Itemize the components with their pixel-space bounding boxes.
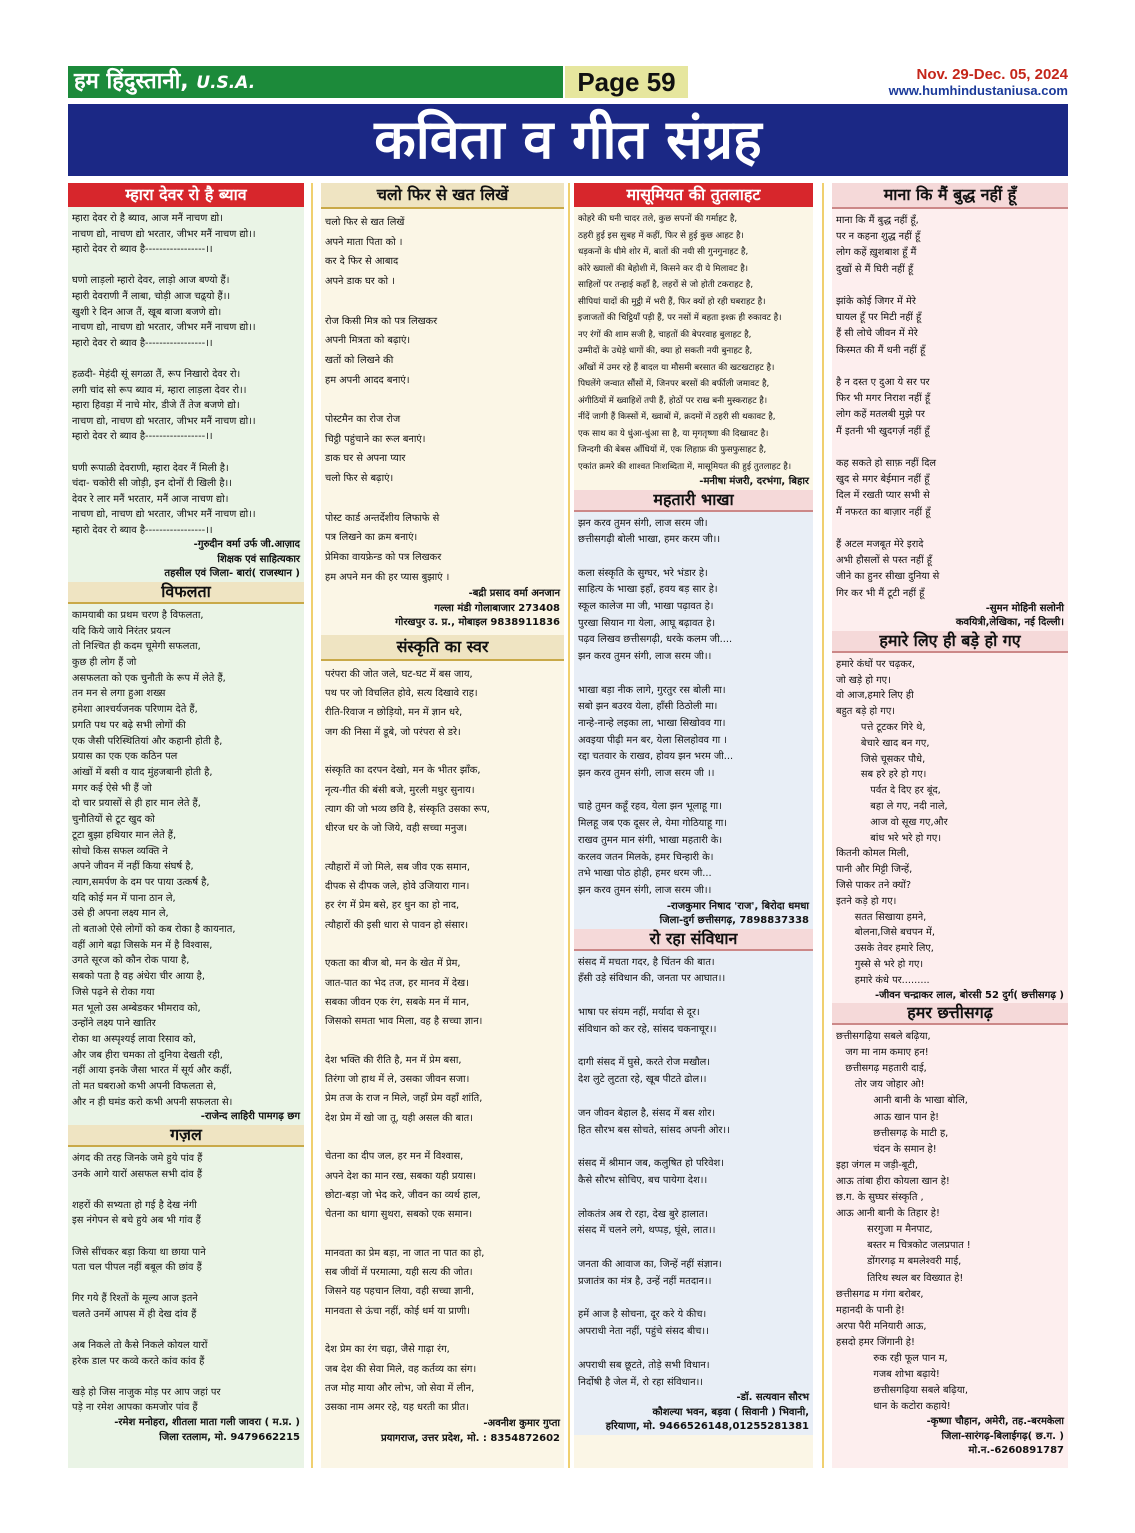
poem-author: -अवनीश कुमार गुप्ता प्रयागराज, उत्तर प्रदेश, मो. : 8354872602 (380, 1418, 560, 1444)
website-link[interactable]: www.humhindustaniusa.com (888, 83, 1068, 98)
poem-author: -राजकुमार निषाद 'राज', बिरोदा धमधा जिला-दुर्ग छत्तीसगढ़, 7898837338 (659, 900, 809, 927)
poem-title: संस्कृति का स्वर (321, 635, 564, 661)
poem-text: माना कि मैं बुद्ध नहीं हूँ, पर न कहना शुद्ध नहीं हूँ लोग कहें ख़ुशबाश हूँ मैं दुखों से मैं घिरी नहीं हूँ झांके कोई जिगर में मेरे घायल हूँ पर मिटी नहीं हूँ हैं सी लोचे जीवन में मेरे किस्मत की मैं धनी नहीं हूँ है न दस्त ए दुआ ये सर पर फिर भी मगर निराश नहीं हूँ लोग कहें मतलबी मुझे पर मैं इतनी भी खुदगर्ज़ नहीं हूँ कह सकते हो साफ़ नहीं दिल खुद से मगर बेईमान नहीं हूँ दिल में रखती प्यार सभी से मैं नफरत का बाज़ार नहीं हूँ हैं अटल मजबूत मेरे इरादे अभी हौसलों से पस्त नहीं हूँ जीने का हुनर सीखा दुनिया से गिर कर भी मैं टूटी नहीं हूँ (836, 215, 940, 599)
poem-text: छत्तीसगढ़िया सबले बढ़िया, जग मा नाम कमाए हन! छत्तीसगढ़ महतारी दाई, तोर जय जोहार ओ! आनी बानी के भाखा बोलि, आऊ खान पान हे! छत्तीसगढ़ के माटी ह, चंदन के समान हे! इहा जंगल म जड़ी-बूटी, आऊ तांबा हीरा कोयला खान हे! छ.ग. के सुघ्घर संस्कृति , आऊ आनी बानी के तिहार हे! सरगुजा म मैनपाट, बस्तर म चित्रकोट जलप्रपात ! डोंगरगढ़ म बमलेश्वरी माई, तिरिथ स्थल बर विख्यात हे! छत्तीसगढ म गंगा बरोबर, महानदी के पानी हे! अरपा पैरी मनियारी आऊ, हसदो हमर जिंगानी हे! रुक रही फूल पान म, गजब शोभा बढ़ाये! छत्तीसगढ़िया सबले बढ़िया, धान के कटोरा कहाये! (836, 1031, 971, 1413)
poem-author: -बद्री प्रसाद वर्मा अनजान गल्ला मंडी गोलाबाजार 273408 गोरखपुर उ. प्र., मोबाइल 9838911836 (395, 588, 560, 629)
poem-title: म्हारा देवर रो है ब्याव (68, 183, 304, 207)
column-4 (832, 183, 1068, 1468)
column-divider (822, 183, 824, 1468)
poem-title: हमारे लिए ही बड़े हो गए (832, 631, 1068, 653)
column-divider (568, 183, 570, 1468)
page-number: Page 59 (565, 66, 688, 98)
poem-author: -मनीषा मंजरी, दरभंगा, बिहार (699, 476, 809, 487)
section-banner: कविता व गीत संग्रह (68, 104, 1068, 176)
poem-text: संसद में मचता गदर, है चिंतन की बात। हँसी उड़े संविधान की, जनता पर आघात।। भाषा पर संयम नहीं, मर्यादा से दूर। संविधान को कर रहे, सांसद चकनाचूर।। दागी संसद में घुसे, करते रोज मखौल। देश लुटे लुटता रहे, खूब पीटते ढोल।। जन जीवन बेहाल है, संसद में बस शोर। हित सौरभ बस सोचते, सांसद अपनी ओर।। संसद में श्रीमान जब, कलुषित हो परिवेश। कैसे सौरभ सोचिए, बच पायेगा देश।। लोकतंत्र अब रो रहा, देख बुरे हालात। संसद में चलने लगे, थप्पड़, घूंसे, लात।। जनता की आवाज का, जिन्हें नहीं संज्ञान। प्रजातंत्र का मंत्र है, उन्हें नहीं मतदान।। हमें आज है सोचना, दूर करे ये कीच। अपराधी नेता नहीं, पहुंचे संसद बीच।। अपराधी सब छूटते, तोड़े सभी विधान। निर्दोषी है जेल में, रो रहा संविधान।। (578, 956, 730, 1388)
poem-text: कोहरे की घनी चादर तले, कुछ सपनों की गर्माहट है, ठहरी हुई इस सुबह में कहीं, फिर से हुई कुछ आहट है। धड़कनों के धीमे शोर में, बातों की नयी सी गुनगुनाहट है, कोरे ख्यालों की बेहोशी में, किसने कर दी ये मिलावट है। साहिलों पर तन्हाई कहाँ है, लहरों से जो होती टकराहट है, सीपियां यादों की मुट्ठी में भरी हैं, फिर क्यों हो रही घबराहट है। इजाजतों की चिट्ठियाँ पड़ी हैं, पर नसों में बहता इश्क़ ही रुकावट है। नए रंगों की शाम सजी है, चाहतों की बेपरवाह बुलाहट है, उम्मीदों के उधेड़े धागों की, क्या हो सकती नयी बुनाहट है, आँखों में उमर रहे हैं बादल या मौसमी बरसात की खटखटाहट है। पिघलेंगे जन्वात सौंसों में, जिनपर बरसों की बर्फीली जमावट है, अंगीठियों में ख्वाहिशें तपी हैं, होठों पर राख बनी मुस्कराहट है। नींदें जागी हैं किस्सों में, ख्वाबों में, क़दमों में ठहरी सी थकावट है, एक साथ का ये धुंआ-धुंआ सा है, या मृगतृष्णा की दिखावट है। जिन्दगी की बेबस आँधियों में, एक लिहाफ़ की फुसफुसाहट है, एकांत क़मरे की शाश्वत निःशब्दिता में, मासूमियत की हुई तुतलाहट है। (578, 214, 792, 472)
poem-author: -डॉ. सत्यवान सौरभ कौशल्या भवन, बड़वा ( सिवानी ) भिवानी, हरियाणा, मो. 9466526148,01255281381 (605, 1392, 809, 1433)
poem-author: -गुरुदीन वर्मा उर्फ जी.आज़ाद शिक्षक एवं साहित्यकार तहसील एवं जिला- बारां( राजस्थान ) (164, 539, 300, 580)
poem-text: अंगद की तरह जिनके जमे हुये पांव हैं उनके आगे यारों असफल सभी दांव हैं शहरों की सभ्यता हो गई है देख नंगी इस नंगेपन से बचे हुये अब भी गांव हैं जिसे सींचकर बड़ा किया था छाया पाने पता चल पीपल नहीं बबूल की छांव हैं गिर गये हैं रिश्तों के मूल्य आज इतने चलते उनमें आपस में ही देख दांव हैं अब निकले तो कैसे निकले कोयल यारों हरेक डाल पर कव्वे करते कांव कांव हैं खड़े हो जिस नाजुक मोड़ पर आप जहां पर पड़े ना रमेश आपका कमजोर पांव हैं (72, 1152, 221, 1414)
poem-text: चलो फिर से खत लिखें अपने माता पिता को । कर दे फिर से आबाद अपने डाक घर को । रोज किसी मित्र को पत्र लिखकर अपनी मित्रता को बढ़ाएं। खतों को लिखने की हम अपनी आदद बनाएं। पोस्टमैन का रोज रोज चिट्ठी पहुंचाने का रूल बनाएं। डाक घर से अपना प्यार चलो फिर से बढ़ाएं। पोस्ट कार्ड अन्तर्देशीय लिफाफे से पत्र लिखने का क्रम बनाएं। प्रेमिका वायफ्रेन्ड को पत्र लिखकर हम अपने मन की हर प्यास बुझाएं । (325, 217, 450, 583)
poem-text: हमारे कंधों पर चढ़कर, जो खड़े हो गए। वो आज,हमारे लिए ही बहुत बड़े हो गए। पत्ते टूटकर गिरे थे, बेचारे खाद बन गए, जिसे चूसकर पौधे, सब हरे हरे हो गए। पर्वत दे दिए हर बूंद, बहा ले गए, नदी नाले, आज वो सूख गए,और बांध भरे भरे हो गए। कितनी कोमल मिली, पानी और मिट्टी जिन्हें, जिसे पाकर तने क्यों? इतने कड़े हो गए। सतत सिखाया हमने, बोलना,जिसे बचपन में, उसके तेवर हमारे लिए, गुस्से से भरे हो गए। हमारे कंधे पर......... (836, 658, 948, 986)
masthead (68, 66, 563, 98)
poem-author: -सुमन मोहिनी सलोनी कवयित्री,लेखिका, नई दिल्ली। (955, 602, 1064, 629)
poem-text: झन करव तुमन संगी, लाज सरम जी। छत्तीसगढ़ी बोली भाखा, हमर करम जी।। कला संस्कृति के सुग्घर, भरे भंडार हे। साहित्य के भाखा इहाँ, हवय बड़ सार हे। स्कूल कालेज मा जी, भाखा पढ़ावत हे। पुरखा सियान गा येला, आघू बढ़ावत हे। पढ़व लिखव छत्तीसगढ़ी, धरके कलम जी.... झन करव तुमन संगी, लाज सरम जी।। भाखा बड़ा नीक लागे, गुरतुर रस बोली मा। सबो झन बउरव येला, हाँसी ठिठोली मा। नान्हे-नान्हे लइका ला, भाखा सिखोवव गा। अवइया पीढ़ी मन बर, येला सिलहोवव गा । रद्दा चतवार के राखव, होवय झन भरम जी... झन करव तुमन संगी, लाज सरम जी ।। चाहे तुमन कहूँ रहव, येला झन भूलाहू गा। मिलहू जब एक दूसर ले, येमा गोठियाहू गा। राखव तुमन मान संगी, भाखा महतारी के। करलव जतन मिलके, हमर चिन्हारी के। तभे भाखा पोठ होही, हमर धरम जी... झन करव तुमन संगी, लाज सरम जी।। (578, 517, 734, 896)
poem-author: -कृष्णा चौहान, अमेरी, तह.-बरमकेला जिला-सारंगढ़-बिलाईगढ़( छ.ग. ) मो.न.-6260891787 (926, 1416, 1064, 1457)
issue-date: Nov. 29-Dec. 05, 2024 (916, 66, 1068, 83)
poem-title: माना कि मैं बुद्ध नहीं हूँ (832, 183, 1068, 209)
poem-author: -रमेश मनोहरा, शीतला माता गली जावरा ( म.प्र. ) जिला रतलाम, मो. 9479662215 (114, 1417, 300, 1443)
poem-title: गज़ल (68, 1125, 304, 1147)
poem-author: -राजेन्द लाहिरी पामगढ़ छग (200, 1111, 300, 1123)
column-2 (321, 183, 564, 1468)
column-1 (68, 183, 304, 1468)
poem-text: परंपरा की जोत जले, घट-घट में बस जाय, पथ पर जो विचलित होवे, सत्य दिखावे राह। रीति-रिवाज न छोड़ियो, मन में ज्ञान धरे, जग की निसा में डूबे, जो परंपरा से डरे। संस्कृति का दरपन देखो, मन के भीतर झाँक, नृत्य-गीत की बंसी बजे, मुरली मधुर सुनाय। त्याग की जो भव्य छवि है, संस्कृति उसका रूप, धीरज धर के जो जिये, वही सच्चा मनुज। त्यौहारों में जो मिले, सब जीव एक समान, दीपक से दीपक जले, होवे उजियारा गान। हर रंग में प्रेम बसे, हर धुन का हो नाद, त्यौहारों की इसी धारा से पावन हो संसार। एकता का बीज बो, मन के खेत में प्रेम, जात-पात का भेद तज, हर मानव में देख। सबका जीवन एक रंग, सबके मन में मान, जिसको समता भाव मिला, वह है सच्चा ज्ञान। देश भक्ति की रीति है, मन में प्रेम बसा, तिरंगा जो हाथ में ले, उसका जीवन सजा। प्रेम तज के राज न मिले, जहाँ प्रेम वहाँ शांति, देश प्रेम में खो जा तू, यही असल की बात। चेतना का दीप जल, हर मन में विश्वास, अपने देश का मान रख, सबका यही प्रयास। छोटा-बड़ा जो भेद करे, जीवन का व्यर्थ हाल, चेतना का धागा सुथरा, सबको एक समान। मानवता का प्रेम बड़ा, ना जात ना पात का हो, सब जीवों में परमात्मा, यही सत्य की जोत। जिसने यह पहचान लिया, वही सच्चा ज्ञानी, मानवता से ऊंचा नहीं, कोई धर्म या प्राणी। देश प्रेम का रंग चढ़ा, जैसे गाढ़ा रंग, जब देश की सेवा मिले, वह कर्तव्य का संग। तज मोह माया और लोभ, जो सेवा में लीन, उसका नाम अमर रहे, यह धरती का प्रीत। (325, 668, 490, 1414)
poem-title: हमर छत्तीसगढ़ (832, 1003, 1068, 1025)
poem-title: मासूमियत की तुतलाहट (574, 183, 813, 207)
poem-text: म्हारा देवर रो है ब्याव, आज मनैं नाचण द्यो। नाचण द्यो, नाचण द्यो भरतार, जीभर मनैं नाचण द्यो।। म्हारो देवर रो ब्याव है-----------------।। घणो लाड़लो म्हारो देवर, लाड़ो आज बण्यो हैं। म्हारी देवराणी नैं लाबा, चोड़ी आज चढ़्यो हैं।। खुशी रे दिन आज तैं, खूब बाजा बजणे द्यो। नाचण द्यो, नाचण द्यो भरतार, जीभर मनैं नाचण द्यो।। म्हारो देवर रो ब्याव है-----------------।। हळदी- मेहंदी सूं सगळा तैं, रूप निखारो देवर रो। लगी चांद सो रूप ब्याव मं, म्हारा लाड़ला देवर रो।। म्हारा हिवड़ा में नाचे मोर, डीजे तैं तेज बजणे द्यो। नाचण द्यो, नाचण द्यो भरतार, जीभर मनैं नाचण द्यो।। म्हारो देवर रो ब्याव है-----------------।। घणी रूपाळी देवराणी, म्हारा देवर नैं मिली है। चंदा- चकोरी सी जोड़ी, इन दोनों री खिली है।। देवर रे लार मनैं भरतार, मनैं आज नाचण द्यो। नाचण द्यो, नाचण द्यो भरतार, जीभर मनैं नाचण द्यो।। म्हारो देवर रो ब्याव है-----------------।। (72, 213, 256, 536)
poem-title: विफलता (68, 582, 304, 604)
poem-author: -जीवन चन्द्राकर लाल, बोरसी 52 दुर्ग( छत्तीसगढ़ ) (875, 989, 1064, 1001)
poem-title: रो रहा संविधान (574, 929, 813, 951)
column-3 (574, 183, 813, 1468)
poem-text: कामयाबी का प्रथम चरण है विफलता, यदि किये जाये निरंतर प्रयत्न तो निश्चित ही कदम चूमेगी सफलता, कुछ ही लोग हैं जो असफलता को एक चुनौती के रूप में लेते हैं, तन मन से लगा हुआ शख्स हमेशा आश्चर्यजनक परिणाम देते हैं, प्रगति पथ पर बढ़े सभी लोगों की एक जैसी परिस्थितियां और कहानी होती है, प्रयास का एक एक कठिन पल आंखों में बसी व याद मुंहजबानी होती है, मगर कई ऐसे भी हैं जो दो चार प्रयासों से ही हार मान लेते हैं, चुनौतियों से टूट खुद को टूटा बुझा हथियार मान लेते हैं, सोचो किस सफल व्यक्ति ने अपने जीवन में नहीं किया संघर्ष है, त्याग,समर्पण के दम पर पाया उत्कर्ष है, यदि कोई मन में पाना ठान ले, उसे ही अपना लक्ष्य मान ले, तो बताओ ऐसे लोगों को कब रोका है कायनात, वहीं आगे बढ़ा जिसके मन में है विश्वास, उगते सूरज को कौन रोक पाया है, सबको पता है वह अंधेरा चीर आया है, जिसे पढ़ने से रोका गया मत भूलो उस अम्बेडकर भीमराव को, उन्होंने लक्ष्य पाने खातिर रोका था अस्पृश्यई लावा रिसाव को, और जब हीरा चमका तो दुनिया देखती रही, नहीं आया इनके जैसा भारत में सूर्य और कहीं, तो मत घबराओ कभी अपनी विफलता से, और न ही घमंड करो कभी अपनी सफलता से। (72, 609, 236, 1108)
column-divider (311, 183, 313, 1468)
poem-title: चलो फिर से खत लिखें (321, 183, 564, 209)
paper-suffix: U.S.A. (196, 73, 256, 93)
poem-title: महतारी भाखा (574, 490, 813, 512)
paper-name: हम हिंदुस्तानी, (74, 69, 189, 94)
poem-block (574, 490, 813, 1435)
